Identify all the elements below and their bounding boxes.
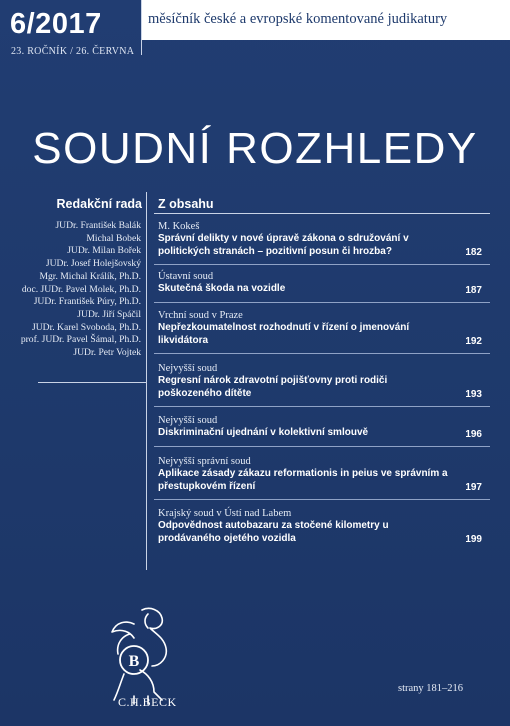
board-member: Mgr. Michal Králík, Ph.D. — [39, 270, 141, 282]
publisher-name: C.H.BECK — [118, 695, 177, 709]
entry-title: Diskriminační ujednání v kolektivní smlouvě — [158, 427, 369, 438]
entry-page: 193 — [465, 389, 482, 400]
board-rule — [38, 382, 146, 383]
entry-court: Nejvyšší soud — [158, 363, 218, 374]
contents-heading: Z obsahu — [158, 197, 214, 211]
board-member: doc. JUDr. Pavel Molek, Ph.D. — [21, 283, 141, 295]
tagline: měsíčník české a evropské komentované judikatury — [148, 11, 448, 27]
contents-entry — [158, 270, 488, 296]
contents-entry — [158, 455, 488, 493]
page-range: strany 181–216 — [398, 683, 464, 694]
entry-title: Skutečná škoda na vozidle — [158, 283, 286, 294]
contents-entry — [158, 414, 488, 440]
entry-court: M. Kokeš — [158, 221, 200, 232]
entry-page: 192 — [465, 336, 482, 347]
issue-number: 6/2017 — [10, 8, 102, 40]
entry-rule — [154, 353, 490, 354]
entry-page: 197 — [465, 482, 482, 493]
board-member: Michal Bobek — [86, 232, 141, 244]
issue-block — [8, 8, 140, 57]
board-member: prof. JUDr. Pavel Šámal, Ph.D. — [20, 334, 141, 346]
entry-page: 196 — [465, 428, 482, 440]
contents-entry — [158, 362, 488, 400]
journal-title: SOUDNÍ ROZHLEDY — [32, 124, 478, 173]
entry-court: Vrchní soud v Praze — [158, 310, 243, 321]
board-member: JUDr. Karel Svoboda, Ph.D. — [32, 321, 141, 333]
board-member: JUDr. Jiří Spáčil — [77, 308, 141, 320]
board-member: JUDr. Milan Bořek — [67, 245, 141, 257]
entry-title: Správní delikty v nové úpravě zákona o sdružování v politických stranách – pozitivní posun či hrozba? — [158, 233, 409, 257]
entry-title: Regresní nárok zdravotní pojišťovny proti rodiči poškozeného dítěte — [158, 375, 388, 399]
contents-entry — [158, 507, 488, 545]
contents-rule — [154, 213, 490, 214]
entry-rule — [154, 446, 490, 447]
issue-volume-date: 23. ROČNÍK / 26. ČERVNA — [11, 46, 135, 57]
griffin-logo-icon — [104, 604, 174, 708]
entry-rule — [154, 264, 490, 265]
board-member: JUDr. Josef Holejšovský — [45, 258, 141, 270]
entry-court: Nejvyšší správní soud — [158, 456, 251, 467]
entry-rule — [154, 406, 490, 407]
entry-title: Aplikace zásady zákazu reformationis in peius ve správním a přestupkovém řízení — [158, 468, 448, 492]
logo-letter: B — [128, 653, 140, 670]
entry-court: Ústavní soud — [158, 271, 214, 282]
contents-entry — [158, 309, 488, 347]
entry-court: Nejvyšší soud — [158, 415, 218, 426]
entry-title: Odpovědnost autobazaru za stočené kilometry u prodávaného ojetého vozidla — [158, 520, 389, 544]
entry-rule — [154, 302, 490, 303]
entry-court: Krajský soud v Ústí nad Labem — [158, 508, 292, 519]
board-member: JUDr. František Balák — [55, 220, 141, 231]
board-member: JUDr. Petr Vojtek — [73, 347, 141, 359]
entry-title: Nepřezkoumatelnost rozhodnutí v řízení o jmenování likvidátora — [158, 322, 410, 346]
entry-rule — [154, 499, 490, 500]
entry-page: 182 — [465, 247, 482, 258]
column-divider — [146, 192, 147, 570]
board-list — [0, 220, 141, 360]
board-member: JUDr. František Púry, Ph.D. — [33, 296, 141, 308]
board-heading: Redakční rada — [56, 197, 142, 211]
entry-page: 187 — [465, 284, 482, 296]
entry-page: 199 — [465, 534, 482, 545]
contents-entry — [158, 220, 488, 258]
